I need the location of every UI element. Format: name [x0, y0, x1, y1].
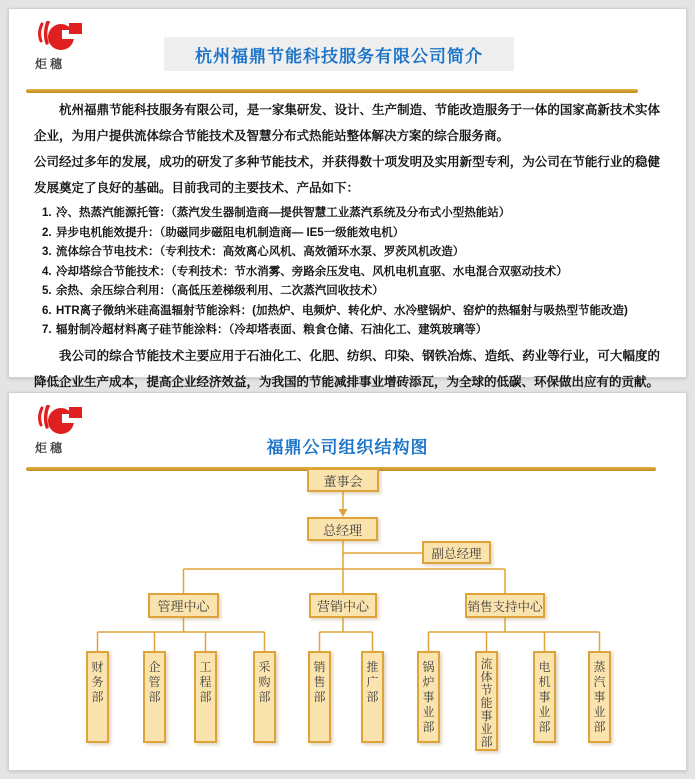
dept-box-engineering: 工程部 — [194, 651, 217, 743]
list-item-text: 辐射制冷超材料离子硅节能涂料：（冷却塔表面、粮食仓储、石油化工、建筑玻璃等） — [56, 324, 488, 336]
dept-box-promotion: 推广部 — [361, 651, 384, 743]
list-item-text: 流体综合节电技术：（专利技术：高效离心风机、高效循环水泵、罗茨风机改造） — [56, 246, 465, 258]
list-item-number: 6. — [42, 304, 52, 317]
dept-box-motor-division: 电机事业部 — [533, 651, 556, 743]
arrow-down-icon — [339, 509, 348, 517]
flame-icon — [35, 21, 87, 53]
logo-text: 炬穗 — [35, 441, 66, 455]
list-item-text: 异步电机能效提升：（助磁同步磁阻电机制造商— IE5一级能效电机） — [56, 226, 405, 239]
closing-paragraph: 我公司的综合节能技术主要应用于石油化工、化肥、纺织、印染、钢铁冶炼、造纸、药业等行业，可大幅度的降低企业生产成本，提高企业经济效益，为我国的节能减排事业增砖添瓦，为全球的低碳、环保做出应有的贡献。 — [34, 348, 660, 389]
list-item-text: 冷、热蒸汽能源托管：（蒸汽发生器制造商—提供智慧工业蒸汽系统及分布式小型热能站） — [56, 207, 511, 219]
dept-box-fluid-energy-division: 流体节能事业部 — [475, 651, 498, 751]
page-company-intro — [8, 8, 687, 389]
page-title-text: 杭州福鼎节能科技服务有限公司简介 — [195, 46, 483, 66]
header-divider — [26, 89, 638, 93]
development-paragraph: 公司经过多年的发展，成功的研发了多种节能技术，并获得数十项发明及实用新型专利，为公司在节能行业的稳健发展奠定了良好的基础。目前我司的主要技术、产品如下： — [34, 155, 660, 195]
list-item-number: 3. — [42, 246, 52, 258]
org-box-management-center: 管理中心 — [148, 593, 219, 618]
dept-box-boiler-division: 锅炉事业部 — [417, 651, 440, 743]
dept-box-steam-division: 蒸汽事业部 — [588, 651, 611, 743]
list-item-number: 5. — [42, 285, 52, 297]
list-item-number: 2. — [42, 226, 52, 239]
document-body — [34, 97, 660, 395]
list-item-number: 1. — [42, 207, 52, 219]
org-chart-connectors — [9, 393, 688, 772]
dept-box-sales: 销售部 — [308, 651, 331, 743]
org-box-deputy-general-manager: 副总经理 — [422, 541, 491, 564]
dept-box-purchasing: 采购部 — [253, 651, 276, 743]
list-item-text: HTR离子微纳米硅高温辐射节能涂料：(加热炉、电频炉、转化炉、水冷壁锅炉、窑炉的热辐射与吸热型节能改造) — [56, 304, 628, 317]
page-title — [164, 37, 514, 71]
org-box-board: 董事会 — [307, 468, 379, 492]
list-item-number: 4. — [42, 265, 52, 278]
page-org-chart — [8, 392, 687, 771]
list-item — [34, 224, 660, 244]
list-item — [34, 321, 660, 341]
logo-text: 炬穗 — [35, 57, 66, 71]
company-logo — [35, 21, 97, 70]
dept-box-enterprise-mgmt: 企管部 — [143, 651, 166, 743]
dept-box-finance: 财务部 — [86, 651, 109, 743]
org-box-sales-support-center: 销售支持中心 — [465, 593, 545, 618]
technology-list — [34, 204, 660, 341]
list-item — [34, 282, 660, 302]
org-box-general-manager: 总经理 — [307, 517, 378, 541]
intro-paragraph: 杭州福鼎节能科技服务有限公司，是一家集研发、设计、生产制造、节能改造服务于一体的国家高新技术实体企业，为用户提供流体综合节能技术及智慧分布式热能站整体解决方案的综合服务商。 — [34, 103, 660, 143]
org-box-marketing-center: 营销中心 — [309, 593, 377, 618]
list-item — [34, 204, 660, 224]
page-title-text: 福鼎公司组织结构图 — [266, 438, 429, 457]
list-item-number: 7. — [42, 324, 52, 336]
list-item — [34, 263, 660, 283]
list-item — [34, 243, 660, 263]
list-item-text: 余热、余压综合利用：（高低压差梯级利用、二次蒸汽回收技术） — [56, 285, 384, 297]
list-item-text: 冷却塔综合节能技术：（专利技术：节水消雾、旁路余压发电、风机电机直驱、水电混合双驱动技术） — [56, 265, 568, 278]
list-item — [34, 302, 660, 322]
